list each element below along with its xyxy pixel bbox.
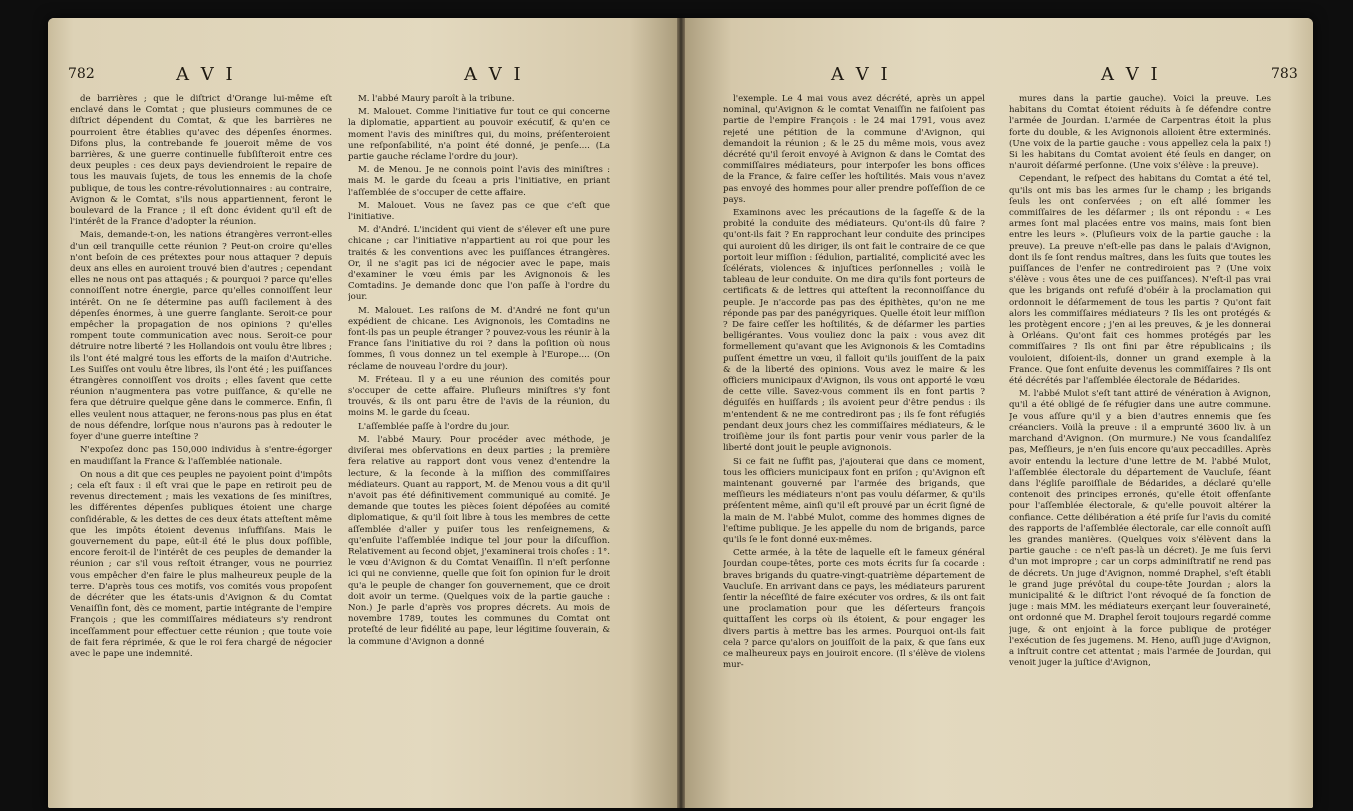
left-col1-paragraph: de barrières ; que le diſtrict d'Orange lui-même eſt enclavé dans le Comtat ; que plusieurs communes de ce diſtrict dépendent du Comtat, & que les barrières ne pourroient être établies qu'avec des dépenſes énormes. Difons plus, la contrebande fe joueroit même de vos barrières, & une guerre continuelle fubſiſteroit entre ces deux peuples : ces deux pays deviendroient le repaire de tous les mauvais ſujets, de tous les ennemis de la choſe publique, de tous les contre-révolutionnaires : au contraire, Avignon & le Comtat, s'ils nous appartiennent, feront le boulevard de la France ; il eſt donc évident qu'il eſt de l'intérêt de la France d'adopter la réunion.	[70, 94, 332, 228]
right-page-number: 783	[1271, 66, 1298, 82]
right-col1-paragraph: Si ce fait ne ſuffit pas, j'ajouterai que dans ce moment, tous les officiers municipaux font en priſon ; qu'Avignon eſt maintenant gouverné par l'armée des brigands, que meſſieurs les médiateurs n'ont pas voulu déſarmer, & qu'ils préſentent même, ainſi qu'il eſt prouvé par un écrit ſigné de la main de M. l'abbé Mulot, comme des hommes dignes de l'eſtime publique. Je les appelle du nom de brigands, parce qu'ils ſe le font donné eux-mêmes.	[723, 456, 985, 545]
left-header-left: A V I	[176, 64, 236, 85]
left-col2-paragraph: M. Malouet. Comme l'initiative fur tout ce qui concerne la diplomatie, appartient au pouvoir exécutif, & qu'en ce moment l'avis des miniſtres qui, du moins, préſenteroient une reſponſabilité, n'a point été donné, je penſe.... (La partie gauche réclame l'ordre du jour).	[348, 107, 610, 163]
right-header-left: A V I	[831, 64, 891, 85]
left-page-number: 782	[68, 66, 95, 82]
left-col1-paragraph: N'expoſez donc pas 150,000 individus à s'entre-égorger en maudiſſant la France & l'aſſemblée nationale.	[70, 445, 332, 467]
right-header-right: A V I	[1101, 64, 1161, 85]
right-col1-paragraph: Cette armée, à la tête de laquelle eſt le fameux général Jourdan coupe-têtes, porte ces mots écrits ſur ſa cocarde : braves brigands du quatre-vingt-quatrième département de Vaucluſe. En arrivant dans ce pays, les médiateurs parurent ſentir la néceſſité de faire exécuter vos ordres, & ils ont fait une proclamation pour que les déſerteurs françois quittaſſent les corps où ils étoient, & pour engager les divers partis à mettre bas les armes. Pourquoi ont-ils fait cela ? parce qu'alors on jouiſſoit de la paix, & que ſans eux ce malheureux pays en jouiroit encore. (Il s'élève de violens mur-	[723, 548, 985, 671]
right-column-2	[1009, 94, 1271, 784]
open-book	[48, 18, 1313, 808]
left-col2-paragraph: M. d'André. L'incident qui vient de s'élever eſt une pure chicane ; car l'initiative n'appartient au roi que pour les traités & les conventions avec les puiſſances étrangères. Or, il ne s'agit pas ici de négocier avec le pape, mais d'examiner le vœu émis par les Avignonois & les Comtadins. Je demande donc que l'on paſſe à l'ordre du jour.	[348, 225, 610, 303]
right-col2-paragraph: mures dans la partie gauche). Voici la preuve. Les habitans du Comtat étoient réduits à ſe défendre contre l'armée de Jourdan. L'armée de Carpentras étoit la plus forte du double, & les Avignonois alloient être exterminés. (Une voix de la partie gauche : vous appellez cela la paix !) Si les habitans du Comtat avoient été ſeuls en danger, on n'auroit déſarmé perſonne. (Une voix s'élève : la preuve).	[1009, 94, 1271, 172]
left-col1-paragraph: Mais, demande-t-on, les nations étrangères verront-elles d'un œil tranquille cette réunion ? Peut-on croire qu'elles n'ont beſoin de ces prétextes pour nous attaquer ? depuis deux ans elles en auroient trouvé bien d'autres ; cependant elles ne nous ont pas attaqués ; & pourquoi ? parce qu'elles connoiſſent notre énergie, parce qu'elles connoiſſent leur intérêt. On ne ſe détermine pas auſſi facilement à des dépenſes énormes, à une guerre ſanglante. Seroit-ce pour empêcher la propagation de nos opinions ? qu'elles rompent toute communication avec nous. Seroit-ce pour détruire notre liberté ? les Hollandois ont voulu être libres ; ils l'ont été malgré tous les efforts de la maiſon d'Autriche. Les Suiſſes ont voulu être libres, ils l'ont été ; les puiſſances étrangères connoiſſent vos droits ; elles ſavent que cette réunion n'augmentera pas votre puiſſance, & qu'elle ne fera que détruire quelque gêne dans le commerce. Enfin, ſi elles veulent nous attaquer, ne ferons-nous pas plus en état de nous défendre, lorſque nous n'aurons pas à redouter le foyer d'une guerre inteſtine ?	[70, 230, 332, 443]
left-col2-paragraph: M. l'abbé Maury. Pour procéder avec méthode, je diviſerai mes obſervations en deux parties ; la première fera relative au rapport dont vous venez d'entendre la lecture, & la ſeconde à la miſſion des commiſſaires médiateurs. Quant au rapport, M. de Menou vous a dit qu'il n'avoit pas été définitivement communiqué au comité. Je demande que toutes les pièces ſoient dépoſées au comité diplomatique, & qu'il ſoit libre à tous les membres de cette aſſemblée d'aller y puiſer tous les renſeignemens, & qu'enſuite l'aſſemblée indique tel jour pour la diſcuſſion. Relativement au ſecond objet, j'examinerai trois choſes : 1°. le vœu d'Avignon & du Comtat Venaiſſin. Il n'eſt perſonne ici qui ne convienne, quelle que ſoit ſon opinion fur le droit qu'a le peuple de changer ſon gouvernement, que ce droit doit avoir un terme. (Quelques voix de la partie gauche : Non.) Je parle d'après vos propres décrets. Au mois de novembre 1789, toutes les communes du Comtat ont proteſté de leur fidélité au pape, leur légitime ſouverain, & la commune d'Avignon a donné	[348, 434, 610, 647]
left-col2-paragraph: M. Malouet. Vous ne ſavez pas ce que c'eſt que l'initiative.	[348, 200, 610, 223]
right-col2-paragraph: M. l'abbé Mulot s'eſt tant attiré de vénération à Avignon, qu'il a été obligé de ſe réfugier dans une autre commune. Je vous aſſure qu'il y a bien d'autres ennemis que ſes créanciers. Voilà la preuve : il a emprunté 3600 liv. à un marchand d'Avignon. (On murmure.) Ne vous ſcandaliſez pas, Meſſieurs, je n'en ſuis encore qu'aux peccadilles. Après avoir entendu la lecture d'une lettre de M. l'abbé Mulot, l'aſſemblée électorale du département de Vaucluſe, ſéant dans l'égliſe paroiſſiale de Bédarides, a déclaré qu'elle contenoit des principes erronés, qu'elle étoit offenſante pour l'aſſemblée électorale, & qu'elle pouvoit altérer la confiance. Cette délibération a été priſe ſur l'avis du comité des rapports de l'aſſemblée électorale, car elle connoît auſſi les grandes manières. (Quelques voix s'élèvent dans la partie gauche : ce n'eſt pas-là un décret). Je me ſuis ſervi d'un mot impropre ; car un corps adminiſtratif ne rend pas de décrets. Un juge d'Avignon, nommé Draphel, s'eſt établi le grand juge prévôtal du coupe-tête Jourdan ; alors la municipalité & le diſtrict l'ont révoqué de ſa fonction de juge : mais MM. les médiateurs exerçant leur ſouveraineté, ont ordonné que M. Draphel ſeroit toujours regardé comme juge, & ont enjoint à la force publique de protéger l'exécution de ſes jugemens. M. Heno, auſſi juge d'Avignon, a inſtruit contre cet attentat ; mais l'armée de Jourdan, qui venoit juger la juſtice d'Avignon,	[1009, 389, 1271, 669]
right-col1-paragraph: Examinons avec les précautions de la ſageſſe & de la probité la conduite des médiateurs. Qu'ont-ils dû faire ? qu'ont-ils fait ? En rapprochant leur conduite des principes qui auroient dû les diriger, ils ont fait le contraire de ce que portoit leur miſſion : ſédulion, partialité, complicité avec les ſcélérats, violences & injuſtices perſonnelles ; voilà le tableau de leur conduite. On me dira qu'ils font porteurs de certificats & de lettres qui atteſtent la reconnoiſſance du peuple. Je n'accorde pas pas des épithètes, qu'on ne me réponde pas par des panégyriques. Quelle étoit leur miſſion ? De faire ceſſer les hoſtilités, & de déſarmer les parties belligérantes. Vous vouliez donc la paix : vous avez dit formellement qu'avant que les Avignonois & les Comtadins puſſent émettre un vœu, il falloit qu'ils jouiſſent de la paix & de la liberté des opinions. Vous avez le maire & les officiers municipaux d'Avignon, ils vous ont apporté le vœu de cette ville. Savez-vous comment ils en font partis ? déguiſés en huiſſards ; ils avoient peur d'être pendus : ils m'entendent & ne me contrediront pas ; ils ſe font réfugiés pendant deux jours chez les commiſſaires médiateurs, & le troiſième jour ils font partis pour venir vous parler de la liberté dont jouit le peuple avignonois.	[723, 208, 985, 454]
left-col1-paragraph: On nous a dit que ces peuples ne payoient point d'impôts ; cela eſt faux : il eſt vrai que le pape en retiroit peu de revenus directement ; mais les vexations de ſes miniſtres, les différentes dépenſes publiques étoient une charge conſidérable, & les dettes de ces deux états atteſtent même que les impôts étoient devenus inſuffiſans. Mais le gouvernement du pape, eût-il été le plus doux poſſible, encore feroit-il de l'intérêt de ces peuples de demander la réunion ; car s'il vous reſtoit étranger, vous ne pourriez vous empêcher d'en faire le plus malheureux peuple de la terre. D'après tous ces motifs, vos comités vous propoſent de décréter que les états-unis d'Avignon & du Comtat Venaiſſin font, dès ce moment, partie intégrante de l'empire François ; que les commiſſaires médiateurs s'y rendront inceſſamment pour effectuer cette réunion ; que toute voie de fait fera réprimée, & que le roi fera chargé de négocier avec le pape une indemnité.	[70, 469, 332, 659]
book-gutter	[677, 18, 685, 808]
left-col2-paragraph: M. Malouet. Les raiſons de M. d'André ne font qu'un expédient de chicane. Les Avignonois, les Comtadins ne font-ils pas un peuple étranger ? pouvez-vous les réunir à la France ſans l'initiative du roi ? dans la poſition où nous ſommes, ſi vous donnez un tel exemple à l'Europe.... (On réclame de nouveau l'ordre du jour).	[348, 305, 610, 372]
left-column-1	[70, 94, 332, 784]
left-page	[48, 18, 680, 808]
left-col2-paragraph: M. l'abbé Maury paroît à la tribune.	[358, 94, 515, 104]
left-col2-paragraph: M. Fréteau. Il y a eu une réunion des comités pour s'occuper de cette affaire. Pluſieurs miniſtres s'y font trouvés, & ils ont paru être de l'avis de la réunion, du moins M. le garde du ſceau.	[348, 374, 610, 419]
left-column-2	[348, 94, 610, 784]
right-column-1	[723, 94, 985, 784]
right-page	[681, 18, 1313, 808]
left-col2-paragraph: M. de Menou. Je ne connois point l'avis des miniſtres : mais M. le garde du ſceau a pris l'initiative, en priant l'aſſemblée de s'occuper de cette affaire.	[348, 165, 610, 198]
left-header-right: A V I	[464, 64, 524, 85]
right-col2-paragraph: Cependant, le reſpect des habitans du Comtat a été tel, qu'ils ont mis bas les armes ſur le champ ; les brigands ſeuls les ont conſervées ; on eſt allé ſommer les commiſſaires de les déſarmer ; ils ont répondu : « Les armes ſont mal placées entre vos mains, mais ſont bien entre les leurs ». (Pluſieurs voix de la partie gauche : la preuve). La preuve n'eſt-elle pas dans le palais d'Avignon, dont ils ſe ſont rendus maîtres, dans les ſuits que toutes les puiſſances de l'enfer ne contrediroient pas ? (Une voix s'élève : vous êtes une de ces puiſſances). N'eſt-il pas vrai que les brigands ont refuſé d'obéir à la proclamation qui ordonnoit le déſarmement de tous les partis ? Qu'ont fait alors les commiſſaires médiateurs ? Ils les ont protégés & les protègent encore ; j'en ai les preuves, & je les donnerai à Orléans. Qu'ont fait ces hommes protégés par les commiſſaires ? Ils ont fini par être républicains ; ils vouloient, diſoient-ils, donner un grand exemple à la France. Que ſont enſuite devenus les commiſſaires ? Ils ont été décrétés par l'aſſemblée électorale de Bédarides.	[1009, 174, 1271, 387]
right-col1-paragraph: l'exemple. Le 4 mai vous avez décrété, après un appel nominal, qu'Avignon & le comtat Venaiſſin ne faiſoient pas partie de l'empire François : le 24 mai 1791, vous avez rejeté une pétition de la commune d'Avignon, qui demandoit la réunion ; & le 25 du même mois, vous avez décrété qu'il ſeroit envoyé à Avignon & dans le Comtat des commiſſaires médiateurs, pour interpoſer les bons offices de la France, & faire ceſſer les hoſtilités. Mais vous n'avez pas envoyé des hommes pour aller prendre poſſeſſion de ce pays.	[723, 94, 985, 205]
left-col2-paragraph: L'aſſemblée paſſe à l'ordre du jour.	[358, 421, 510, 432]
